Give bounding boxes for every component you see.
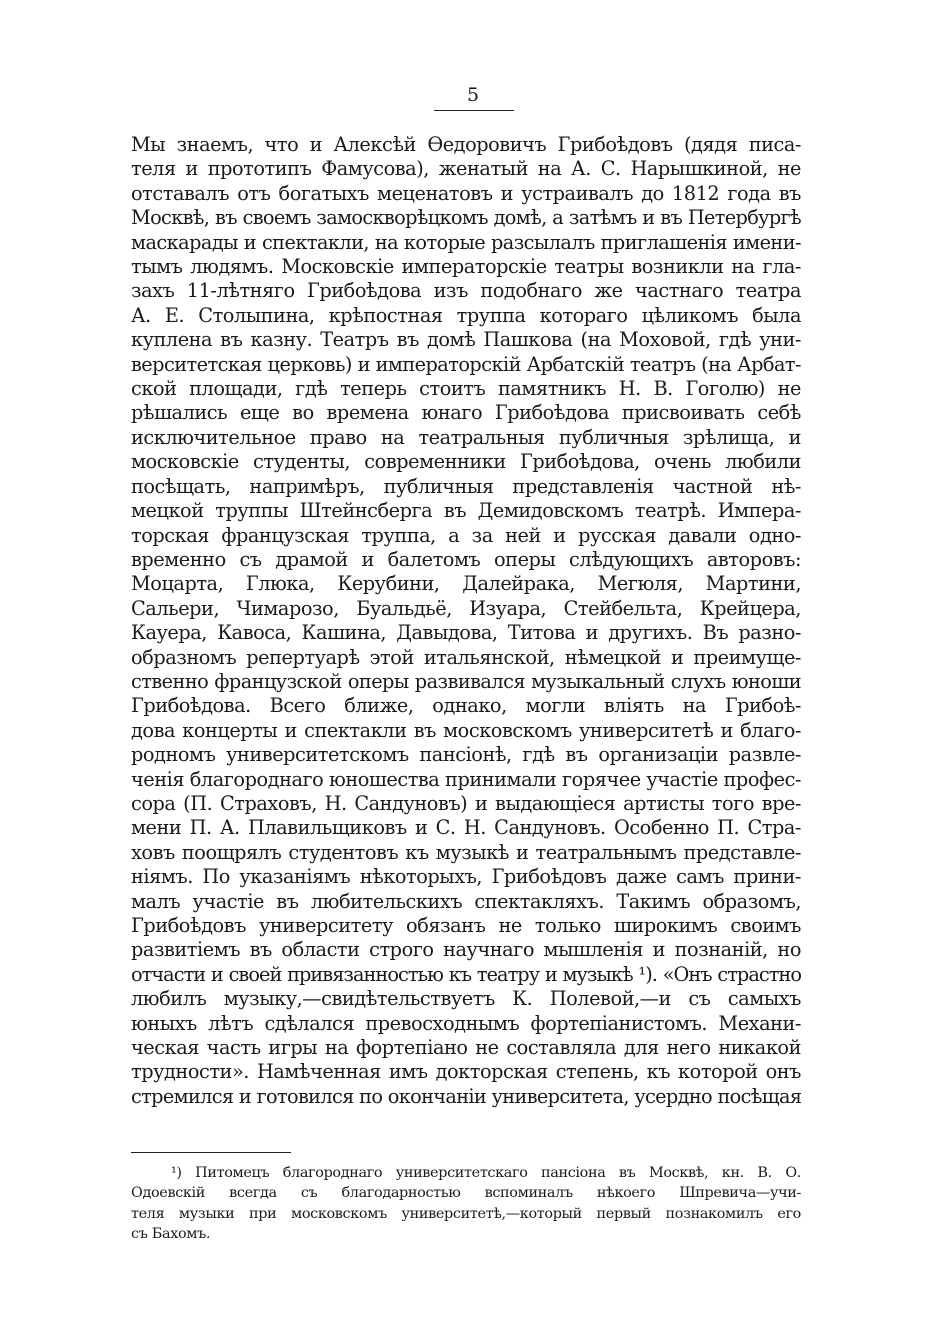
text-line: мени П. А. Плавильщиковъ и С. Н. Сандуновъ. Особенно П. Стра- — [131, 816, 801, 840]
text-line: рѣшались еще во времена юнаго Грибоѣдова присвоивать себѣ — [131, 401, 801, 425]
text-line: Кауера, Кавоса, Кашина, Давыдова, Титова и другихъ. Въ разно- — [131, 621, 801, 645]
footnote-separator — [131, 1152, 291, 1153]
text-line: захъ 11-лѣтняго Грибоѣдова изъ подобнаго же частнаго театра — [131, 279, 801, 303]
page-number: 5 — [466, 84, 480, 106]
text-line: теля и прототипъ Фамусова), женатый на А. С. Нарышкиной, не — [131, 157, 801, 181]
text-line: отставалъ отъ богатыхъ меценатовъ и устраивалъ до 1812 года въ — [131, 181, 801, 205]
footnote — [131, 1163, 801, 1244]
text-line: маскарады и спектакли, на которые разсылалъ приглашенія имени- — [131, 230, 801, 254]
text-line: ніямъ. По указаніямъ нѣкоторыхъ, Грибоѣдовъ даже самъ прини- — [131, 865, 801, 889]
text-line: торская французская труппа, а за ней и русская давали одно- — [131, 523, 801, 547]
text-line: исключительное право на театральныя публичныя зрѣлища, и — [131, 425, 801, 449]
text-line: Моцарта, Глюка, Керубини, Далейрака, Мегюля, Мартини, — [131, 572, 801, 596]
main-text — [131, 133, 801, 1109]
text-line: посѣщать, напримѣръ, публичныя представленія частной нѣ- — [131, 474, 801, 498]
text-line: Сальери, Чимарозо, Буальдьё, Изуара, Стейбельта, Крейцера, — [131, 596, 801, 620]
text-line: любилъ музыку,—свидѣтельствуетъ К. Полевой,—и съ самыхъ — [131, 987, 801, 1011]
text-line: сора (П. Страховъ, Н. Сандуновъ) и выдающіеся артисты того вре- — [131, 791, 801, 815]
text-line: родномъ университетскомъ пансіонѣ, гдѣ въ организаціи развле- — [131, 743, 801, 767]
text-line: трудности». Намѣченная имъ докторская степень, къ которой онъ — [131, 1060, 801, 1084]
footnote-line: Одоевскій всегда съ благодарностью вспоминалъ нѣкоего Шпревича—учи- — [131, 1185, 801, 1202]
text-line: отчасти и своей привязанностью къ театру и музыкѣ ¹). «Онъ страстно — [131, 962, 801, 986]
footnote-line: съ Бахомъ. — [131, 1225, 211, 1242]
text-line: верситетская церковь) и императорскій Арбатскій театръ (на Арбат- — [131, 352, 801, 376]
text-line: ческая часть игры на фортепіано не составляла для него никакой — [131, 1036, 801, 1060]
text-line: временно съ драмой и балетомъ оперы слѣдующихъ авторовъ: — [131, 547, 801, 571]
text-line: дова концерты и спектакли въ московскомъ университетѣ и благо- — [131, 718, 801, 742]
text-line: ской площади, гдѣ теперь стоитъ памятникъ Н. В. Гоголю) не — [131, 377, 801, 401]
page-number-rule — [434, 110, 514, 111]
text-line: образномъ репертуарѣ этой итальянской, нѣмецкой и преимуще- — [131, 645, 801, 669]
text-line: куплена въ казну. Театръ въ домѣ Пашкова (на Моховой, гдѣ уни- — [131, 328, 801, 352]
text-line: ченія благороднаго юношества принимали горячее участіе профес- — [131, 767, 801, 791]
text-line: тымъ людямъ. Московскіе императорскіе театры возникли на гла- — [131, 255, 801, 279]
text-line: малъ участіе въ любительскихъ спектакляхъ. Такимъ образомъ, — [131, 889, 801, 913]
footnote-line: ¹) Питомецъ благороднаго университетскаго пансіона въ Москвѣ, кн. В. О. — [171, 1165, 801, 1181]
text-line: юныхъ лѣтъ сдѣлался превосходнымъ фортепіанистомъ. Механи- — [131, 1011, 801, 1035]
text-line: развитіемъ въ области строго научнаго мышленія и познаній, но — [131, 938, 801, 962]
text-line: Грибоѣдовъ университету обязанъ не только широкимъ своимъ — [131, 914, 801, 937]
text-line: Мы знаемъ, что и Алексѣй Ѳедоровичъ Грибоѣдовъ (дядя писа- — [131, 133, 801, 156]
text-line: ственно французской оперы развивался музыкальный слухъ юноши — [131, 669, 801, 693]
text-line: московскіе студенты, современники Грибоѣдова, очень любили — [131, 450, 801, 474]
text-line: стремился и готовился по окончаніи университета, усердно посѣщая — [131, 1084, 802, 1108]
text-line: мецкой труппы Штейнсберга въ Демидовскомъ театрѣ. Импера- — [131, 499, 801, 523]
text-line: А. Е. Столыпина, крѣпостная труппа котораго цѣликомъ была — [131, 303, 801, 327]
text-line: Москвѣ, въ своемъ замоскворѣцкомъ домѣ, а затѣмъ и въ Петербургѣ — [131, 206, 801, 230]
text-line: ховъ поощрялъ студентовъ къ музыкѣ и театральнымъ представле- — [131, 840, 801, 864]
text-line: Грибоѣдова. Всего ближе, однако, могли вліять на Грибоѣ- — [131, 694, 801, 718]
footnote-line: теля музыки при московскомъ университетѣ,—который первый познакомилъ его — [131, 1205, 801, 1222]
